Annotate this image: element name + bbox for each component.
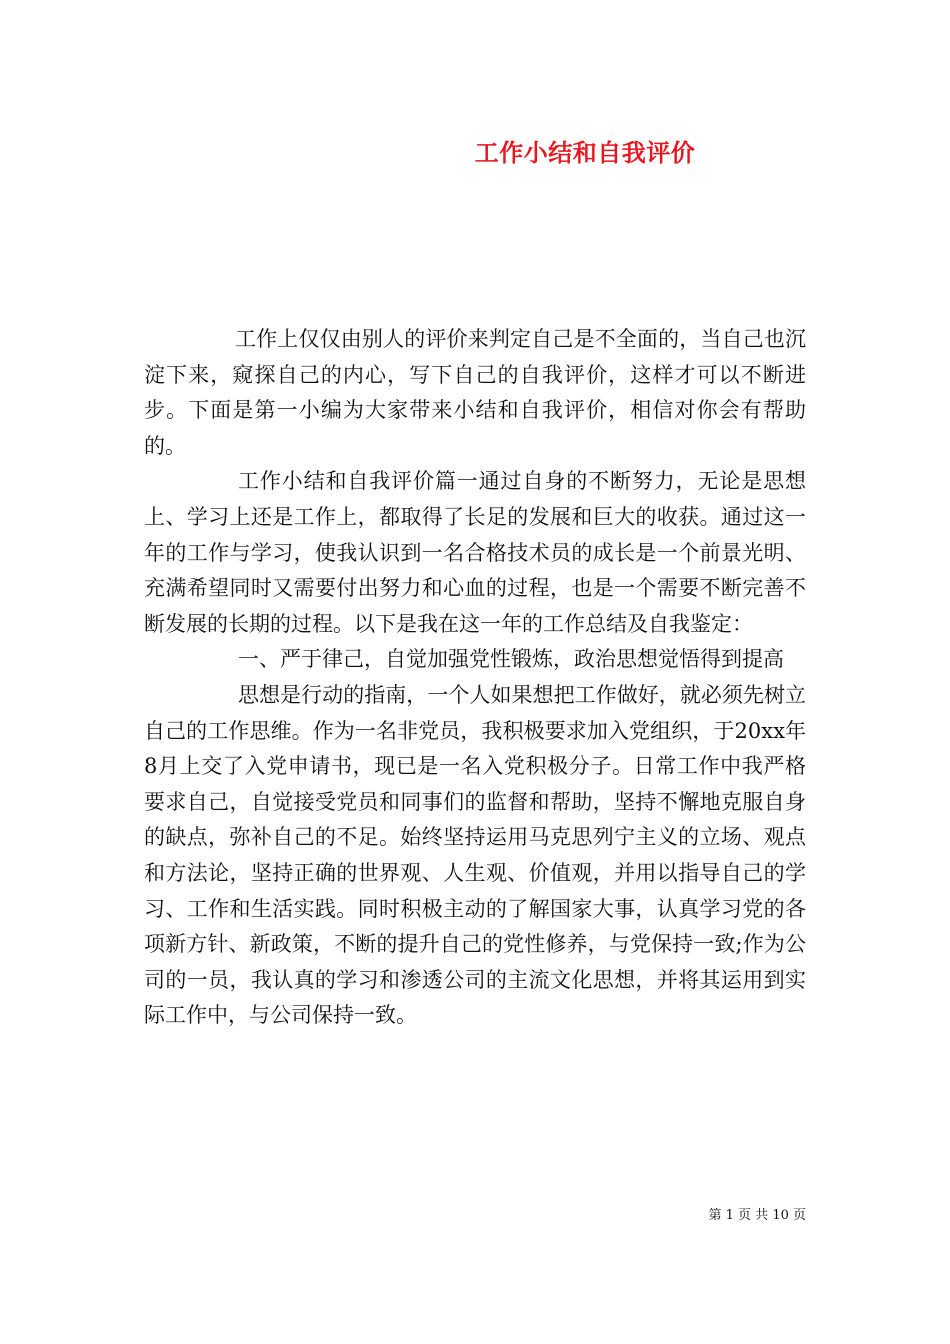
paragraph-summary: 工作小结和自我评价篇一通过自身的不断努力，无论是思想上、学习上还是工作上，都取得了长足的发展和巨大的收获。通过这一年的工作与学习，使我认识到一名合格技术员的成长是一个前景光明、充满希望同时又需要付出努力和心血的过程，也是一个需要不断完善不断发展的长期的过程。以下是我在这一年的工作总结及自我鉴定： <box>144 469 806 636</box>
document-body <box>144 322 806 1034</box>
section-heading-1: 一、严于律己，自觉加强党性锻炼，政治思想觉悟得到提高 <box>238 647 784 672</box>
page-number-footer: 第 1 页 共 10 页 <box>708 1208 806 1223</box>
paragraph-intro: 工作上仅仅由别人的评价来判定自己是不全面的，当自己也沉淀下来，窥探自己的内心，写下自己的自我评价，这样才可以不断进步。下面是第一小编为大家带来小结和自我评价，相信对你会有帮助的。 <box>144 327 806 458</box>
paragraph-section-1: 思想是行动的指南，一个人如果想把工作做好，就必须先树立自己的工作思维。作为一名非党员，我积极要求加入党组织，于20xx年8月上交了入党申请书，现已是一名入党积极分子。日常工作中我严格要求自己，自觉接受党员和同事们的监督和帮助，坚持不懈地克服自身的缺点，弥补自己的不足。始终坚持运用马克思列宁主义的立场、观点和方法论，坚持正确的世界观、人生观、价值观，并用以指导自己的学习、工作和生活实践。同时积极主动的了解国家大事，认真学习党的各项新方针、新政策，不断的提升自己的党性修养，与党保持一致;作为公司的一员，我认真的学习和渗透公司的主流文化思想，并将其运用到实际工作中，与公司保持一致。 <box>144 682 806 1028</box>
document-title: 工作小结和自我评价 <box>474 138 696 167</box>
